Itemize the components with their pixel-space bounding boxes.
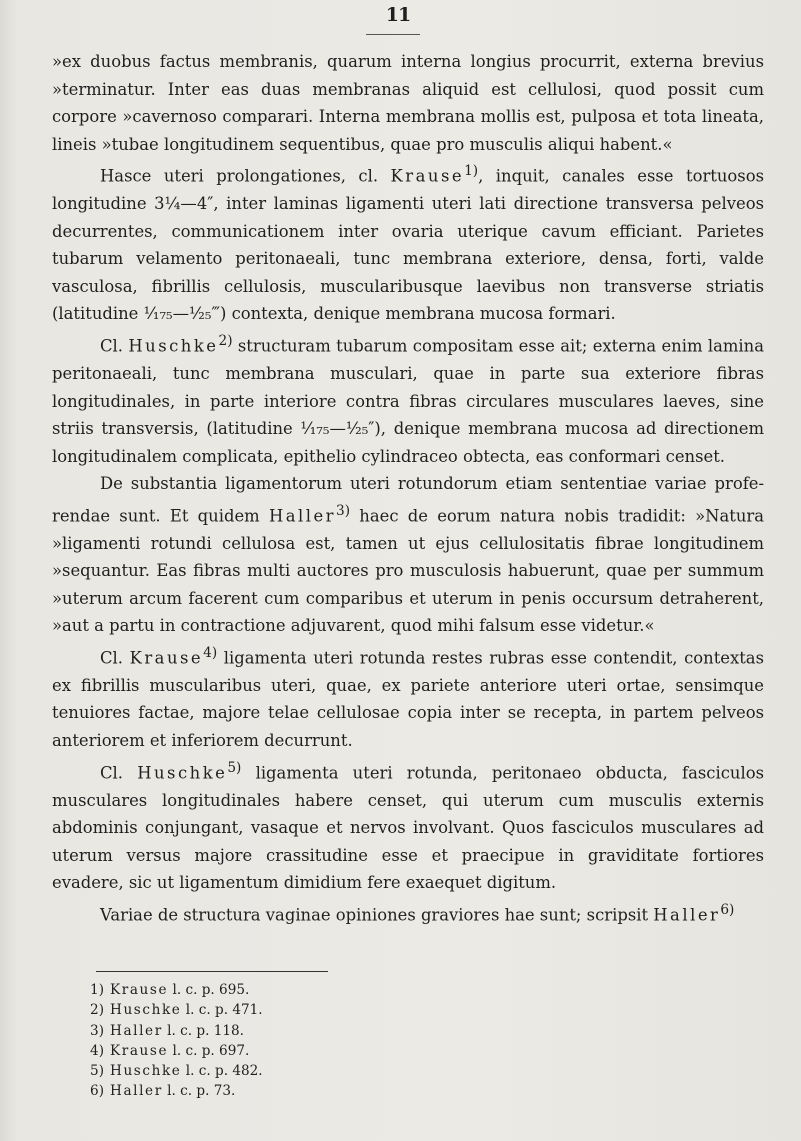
text-run: , inquit, canales esse tortuosos longitudine 3¼—4″, inter laminas ligamenti uteri lati directione transversa pelveos decurrentes, communicationem inter ovaria uterique cavum efficiant. Parietes tubarum velamento peritonaeali, tunc membrana exteriore, densa, forti, valde vasculosa, fibrillis cellulosis, muscularibusque laevibus non transverse striatis (latitudine ¹⁄₁₇₅—¹⁄₂₅‴) contexta, denique membrana mucosa formari. (52, 166, 764, 324)
page-number-rule (366, 34, 420, 35)
cited-author: Haller (268, 506, 337, 526)
cited-author: Huschke (128, 336, 219, 356)
text-run: structuram tubarum compositam esse ait; externa enim lamina peritonaeali, tunc membrana musculari, quae in parte sua exteriore fibras longitudinales, in parte interiore contra fibras circulares musculares laeves, sine striis transversis, (latitudine ¹⁄₁₇₅—¹⁄₂₅″), denique membrana mucosa ad directionem longitudinalem complicata, epithelio cylindraceo obtecta, eas conformari censet. (52, 336, 764, 466)
text-run: De substantia ligamentorum uteri rotundorum etiam sententiae variae profe- rendae sunt. Et quidem (52, 474, 764, 526)
paragraph-7 (52, 897, 764, 929)
footnote-reference: l. c. p. 471. (185, 1002, 263, 1019)
paragraph-5 (52, 640, 764, 755)
footnote-reference: l. c. p. 482. (185, 1063, 263, 1080)
footnote-number: 2) (90, 1002, 104, 1019)
footnote (78, 980, 498, 1000)
text-run: ligamenta uteri rotunda, peritonaeo obducta, fasciculos musculares longitudinales habere censet, qui uterum cum musculis externis abdominis conjungant, vasaque et nervos involvant. Quos fasciculos musculares ad uterum versus majore crassitudine esse et praecipue in graviditate fortiores evadere, sic ut ligamentum dimidium fere exaequet digitum. (52, 763, 764, 893)
cited-author: Krause (390, 166, 465, 186)
text-run: haec de eorum natura nobis tradidit: »Natura »ligamenti rotundi cellulosa est, tamen ut ejus cellulositatis fibrae longitudinem »sequantur. Eas fibras multi auctores pro musculosis habuerunt, quae per summum »uterum arcum facerent cum comparibus et uterum in penis occursum detraherent, »aut a partu in contractione adjuvarent, quod mihi falsum esse videtur.« (52, 506, 764, 636)
footnote-author: Krause (110, 982, 169, 998)
footnote-reference: l. c. p. 73. (167, 1083, 236, 1100)
footnote (78, 1081, 498, 1101)
text-run: Hasce uteri prolongationes, cl. (100, 166, 391, 186)
body-text (52, 48, 764, 929)
footnote-reference: l. c. p. 695. (172, 982, 250, 998)
footnote-reference: l. c. p. 697. (172, 1042, 250, 1059)
footnote-marker: 1) (464, 163, 479, 180)
footnote-marker: 6) (720, 901, 735, 918)
footnote-rule (96, 971, 328, 972)
paragraph-4 (52, 470, 764, 640)
footnote-author: Krause (110, 1042, 169, 1059)
cited-author: Haller (653, 905, 721, 925)
text-run: Variae de structura vaginae opiniones graviores hae sunt; scripsit (100, 905, 654, 925)
text-run: Cl. (100, 763, 138, 783)
text-run: Cl. (100, 336, 129, 356)
paragraph-3 (52, 328, 764, 470)
text-run: ligamenta uteri rotunda restes rubras esse contendit, contextas ex fibrillis muscularibus uteri, quae, ex pariete anteriore uteri ortae, sensimque tenuiores factae, majore telae cellulosae copia inter se recepta, in partem pelveos anteriorem et inferiorem decurrunt. (52, 648, 764, 750)
footnote-author: Huschke (110, 1002, 182, 1019)
footnote (78, 1021, 498, 1041)
footnote-number: 1) (90, 982, 104, 998)
cited-author: Krause (129, 648, 204, 668)
footnote-reference: l. c. p. 118. (167, 1022, 244, 1039)
footnote-number: 5) (90, 1063, 104, 1080)
page-number: 11 (385, 4, 411, 26)
cited-author: Huschke (137, 763, 228, 783)
footnote (78, 1061, 498, 1081)
footnote-marker: 3) (336, 502, 351, 519)
paragraph-2 (52, 158, 764, 328)
footnote-marker: 5) (227, 759, 242, 776)
footnote-author: Haller (110, 1022, 163, 1039)
footnote-marker: 4) (203, 644, 218, 661)
paragraph-1: »ex duobus factus membranis, quarum interna longius procurrit, externa brevius »terminatur. Inter eas duas membranas aliquid est cellulosi, quod possit cum corpore »cavernoso comparari. Interna membrana mollis est, pulposa et tota lineata, lineis »tubae longitudinem sequentibus, quae pro musculis aliqui habent.« (52, 52, 764, 154)
footnote (78, 1000, 498, 1020)
footnote-number: 4) (90, 1042, 104, 1059)
paragraph-6 (52, 755, 764, 897)
footnote-number: 3) (90, 1022, 104, 1039)
footnote (78, 1041, 498, 1061)
footnote-number: 6) (90, 1083, 104, 1100)
text-run: Cl. (100, 648, 130, 668)
footnote-author: Huschke (110, 1063, 182, 1080)
footnotes (78, 980, 498, 1102)
footnote-author: Haller (110, 1083, 163, 1100)
footnote-marker: 2) (218, 332, 233, 349)
